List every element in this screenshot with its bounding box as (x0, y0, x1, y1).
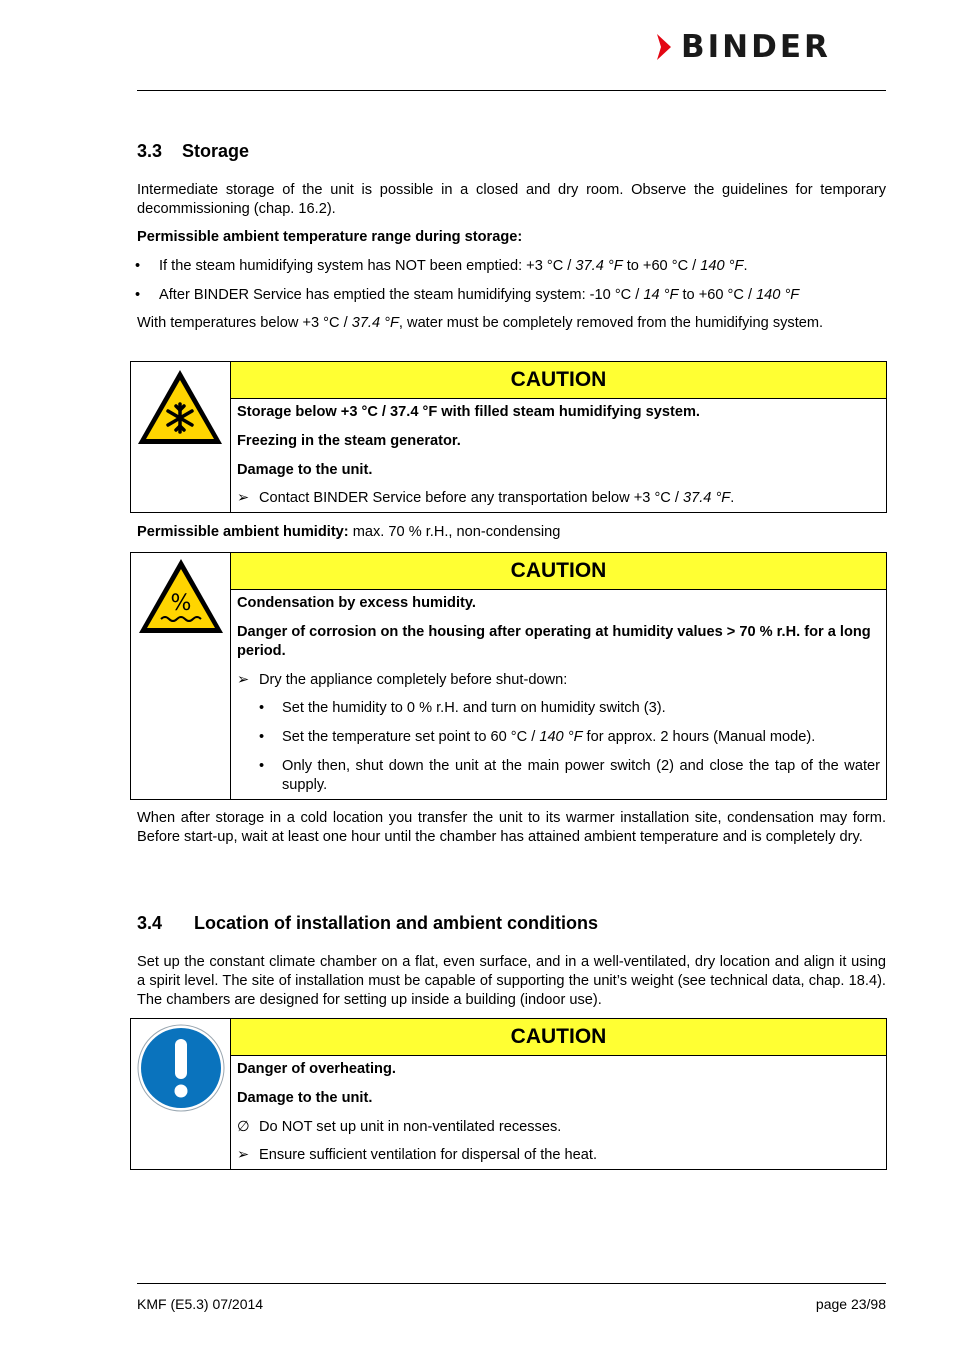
installation-intro: Set up the constant climate chamber on a flat, even surface, and in a well-ventilated, dry location and align it using a spirit level. The site of installation must be capable of supporting the unit’s weight (see technical data, chap. 18.4). The chambers are designed for setting up inside a building (indoor use). (137, 954, 886, 1008)
footer-page-number: page 23/98 (815, 1296, 886, 1312)
arrow-icon: ➢ (237, 490, 250, 507)
caution-line: Danger of corrosion on the housing after operating at humidity values > 70 % r.H. for a long period. (237, 623, 871, 659)
humidity-range: Permissible ambient humidity: max. 70 % r.H., non-condensing (137, 524, 561, 540)
humidifier-note: With temperatures below +3 °C / 37.4 °F, water must be completely removed from the humidifying system. (137, 315, 824, 331)
caution-box-humidity (130, 552, 887, 800)
caution-action: ➢ Dry the appliance completely before shut-down: (237, 671, 568, 688)
brand-name: BINDER (681, 29, 831, 65)
caution-line: Danger of overheating. (237, 1061, 396, 1077)
caution-subitem: • Only then, shut down the unit at the main power switch (2) and close the tap of the water supply. (259, 757, 880, 793)
storage-intro: Intermediate storage of the unit is possible in a closed and dry room. Observe the guidelines for temporary decommissioning (chap. 16.2). (137, 182, 886, 217)
temp-range-heading: Permissible ambient temperature range during storage: (137, 229, 523, 245)
section-number: 3.3 (137, 141, 163, 161)
caution-box-frost (130, 361, 887, 513)
section-title: Storage (182, 141, 250, 161)
caution-label: CAUTION (231, 362, 886, 399)
footer-document-id: KMF (E5.3) 07/2014 (137, 1296, 264, 1312)
frost-warning-icon (136, 366, 226, 450)
caution-action: ➢ Contact BINDER Service before any transportation below +3 °C / 37.4 °F. (237, 490, 735, 507)
section-title: Location of installation and ambient conditions (194, 913, 599, 933)
section-heading-3-3 (137, 141, 249, 162)
footer-rule (137, 1283, 886, 1284)
prohibition-icon: ∅ (237, 1118, 250, 1135)
caution-label: CAUTION (231, 1019, 886, 1056)
caution-prohibition: ∅ Do NOT set up unit in non-ventilated recesses. (237, 1118, 562, 1135)
arrow-icon: ➢ (237, 671, 250, 688)
caution-line: Storage below +3 °C / 37.4 °F with filled steam humidifying system. (237, 404, 700, 420)
caution-line: Condensation by excess humidity. (237, 595, 476, 611)
caution-box-overheating (130, 1018, 887, 1170)
caution-subitem: • Set the temperature set point to 60 °C / 140 °F for approx. 2 hours (Manual mode). (259, 729, 816, 746)
caution-action: ➢ Ensure sufficient ventilation for dispersal of the heat. (237, 1147, 598, 1164)
caution-line: Freezing in the steam generator. (237, 432, 461, 449)
caution-line: Damage to the unit. (237, 461, 373, 478)
caution-subitem: • Set the humidity to 0 % r.H. and turn on humidity switch (3). (259, 700, 666, 717)
section-number: 3.4 (137, 913, 163, 933)
arrow-icon: ➢ (237, 1147, 250, 1164)
binder-logo-mark-icon (655, 32, 675, 62)
svg-text:%: % (170, 591, 192, 616)
mandatory-exclamation-icon (136, 1023, 226, 1113)
humidity-warning-icon (135, 555, 227, 639)
header-rule (137, 90, 886, 91)
caution-label: CAUTION (231, 553, 886, 590)
section-heading-3-4 (137, 913, 598, 934)
binder-logo (655, 29, 831, 65)
condensation-note: When after storage in a cold location you transfer the unit to its warmer installation site, condensation may form. Before start-up, wait at least one hour until the chamber has attained ambient temperature and is completely dry. (137, 810, 886, 845)
caution-line: Damage to the unit. (237, 1089, 373, 1106)
